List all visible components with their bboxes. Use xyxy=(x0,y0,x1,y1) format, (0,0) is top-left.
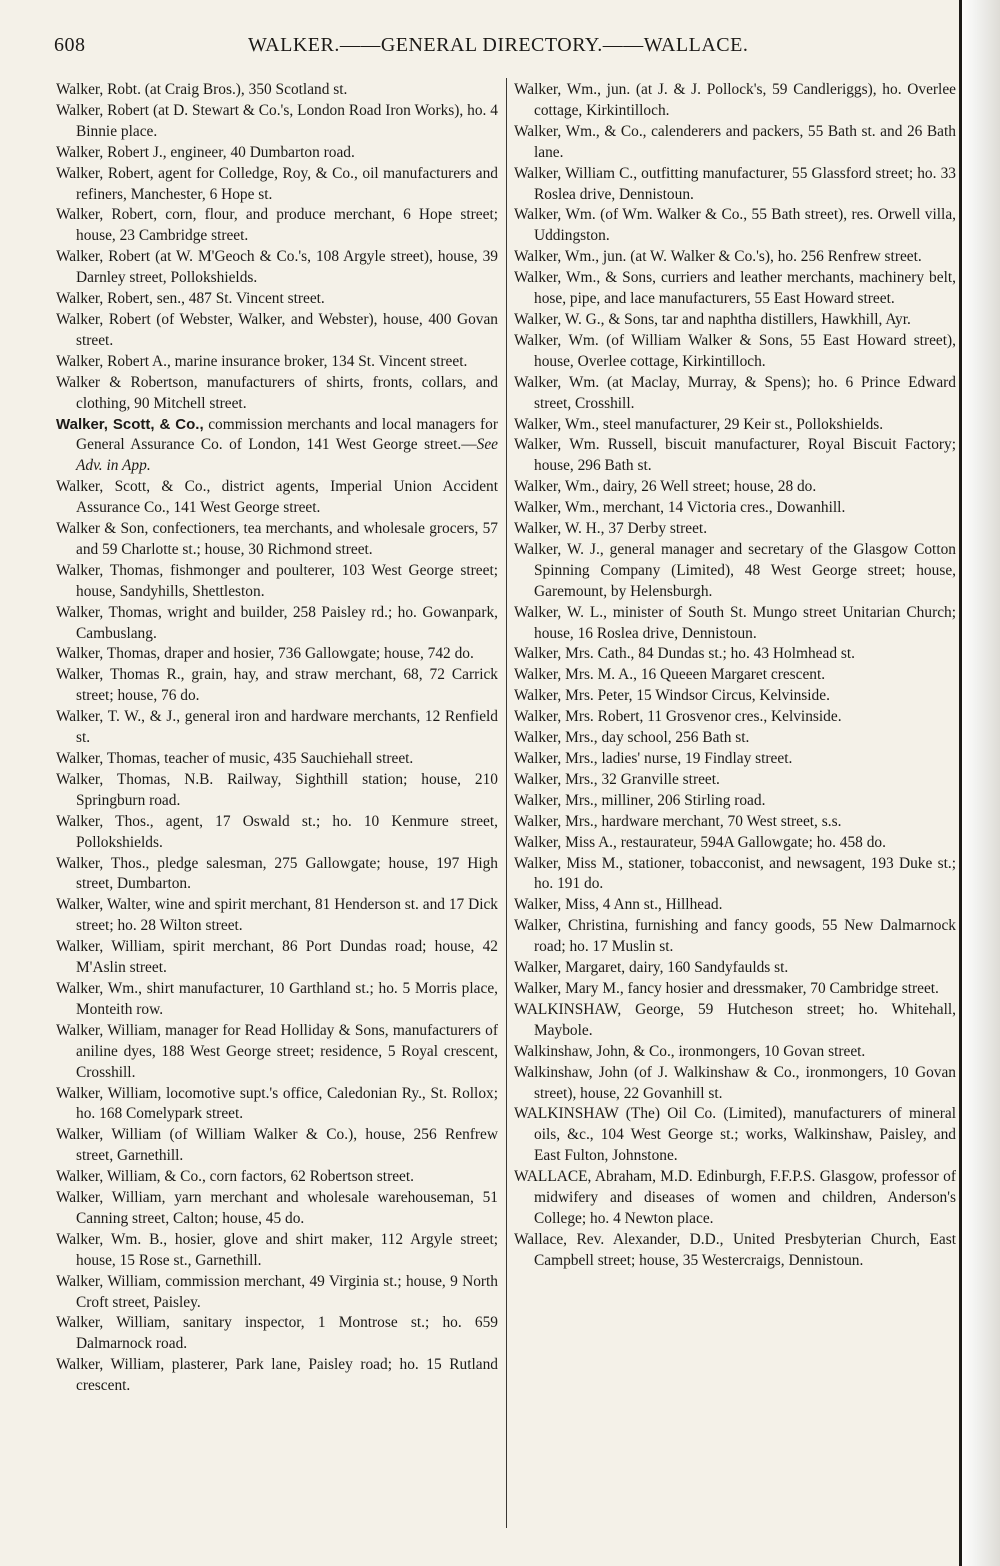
directory-entry: Walker, Robert J., engineer, 40 Dumbarton road. xyxy=(56,143,355,161)
directory-entry: Walker, Mrs., milliner, 206 Stirling road. xyxy=(514,791,766,809)
directory-entry: Walker, W. L., minister of South St. Mungo street Unitarian Church; house, 16 Roslea drive, Dennistoun. xyxy=(514,603,956,642)
directory-entry: Walker, Mrs. Cath., 84 Dundas st.; ho. 43 Holmhead st. xyxy=(514,645,855,663)
directory-entry: Walker, William, sanitary inspector, 1 Montrose st.; ho. 659 Dalmarnock road. xyxy=(56,1314,498,1353)
directory-entry: Walker, Robt. (at Craig Bros.), 350 Scotland st. xyxy=(56,81,348,98)
directory-entry: Walkinshaw, John, & Co., ironmongers, 10 Govan street. xyxy=(514,1042,866,1060)
page-header xyxy=(54,34,974,62)
directory-entry: Walker, Wm., jun. (at J. & J. Pollock's, 59 Candleriggs), ho. Overlee cottage, Kirkintilloch. xyxy=(514,81,956,119)
directory-entry: Walker, Miss A., restaurateur, 594A Gallowgate; ho. 458 do. xyxy=(514,833,886,851)
directory-entry: Walkinshaw, John (of J. Walkinshaw & Co., ironmongers, 10 Govan street), house, 22 Govanhill st. xyxy=(514,1063,956,1102)
directory-entry: Walker, William, yarn merchant and wholesale warehouseman, 51 Canning street, Calton; house, 45 do. xyxy=(56,1189,498,1227)
directory-entry: Walker, Mrs. Peter, 15 Windsor Circus, Kelvinside. xyxy=(514,687,830,705)
directory-entry: Walker, Mrs., hardware merchant, 70 West street, s.s. xyxy=(514,812,842,830)
directory-entry: Walker, Robert, corn, flour, and produce merchant, 6 Hope street; house, 23 Cambridge street. xyxy=(56,206,498,245)
directory-entry: Walker, Robert (of Webster, Walker, and Webster), house, 400 Govan street. xyxy=(56,310,498,349)
directory-entry: Walker, Miss, 4 Ann st., Hillhead. xyxy=(514,896,723,914)
directory-entry: Walker, William, & Co., corn factors, 62 Robertson street. xyxy=(56,1168,414,1186)
directory-entry: Walker, William, locomotive supt.'s office, Caledonian Ry., St. Rollox; ho. 168 Comelypark street. xyxy=(56,1084,498,1123)
directory-entry: Walker, Miss M., stationer, tobacconist, and newsagent, 193 Duke st.; ho. 191 do. xyxy=(514,854,956,893)
directory-entry: Walker, Wm., dairy, 26 Well street; house, 28 do. xyxy=(514,478,817,496)
directory-entry: Walker & Robertson, manufacturers of shirts, fronts, collars, and clothing, 90 Mitchell street. xyxy=(56,373,498,412)
directory-entry: Walker, Wm. B., hosier, glove and shirt maker, 112 Argyle street; house, 15 Rose st., Garnethill. xyxy=(56,1230,498,1269)
directory-entry: Walker, Robert (at D. Stewart & Co.'s, London Road Iron Works), ho. 4 Binnie place. xyxy=(56,101,498,140)
directory-entry: Walker, Mrs., day school, 256 Bath st. xyxy=(514,729,750,747)
directory-entry: Walker, Wm., shirt manufacturer, 10 Garthland st.; ho. 5 Morris place, Monteith row. xyxy=(56,979,498,1018)
page-number: 608 xyxy=(54,34,86,56)
directory-entry: Walker, Thomas, draper and hosier, 736 Gallowgate; house, 742 do. xyxy=(56,645,474,663)
directory-entry: Walker, Robert, sen., 487 St. Vincent street. xyxy=(56,290,325,308)
directory-entry: Walker & Son, confectioners, tea merchants, and wholesale grocers, 57 and 59 Charlotte st.; house, 30 Richmond street. xyxy=(56,520,498,558)
directory-entry: Walker, Wm., jun. (at W. Walker & Co.'s), ho. 256 Renfrew street. xyxy=(514,248,922,266)
directory-entry: Walker, Thomas, wright and builder, 258 Paisley rd.; ho. Gowanpark, Cambuslang. xyxy=(56,603,498,642)
directory-entry: Walker, Robert A., marine insurance broker, 134 St. Vincent street. xyxy=(56,352,468,370)
directory-entry: WALLACE, Abraham, M.D. Edinburgh, F.F.P.S. Glasgow, professor of midwifery and diseases of women and children, Anderson's College; ho. 4 Newton place. xyxy=(514,1168,956,1227)
directory-entry: Walker, William, plasterer, Park lane, Paisley road; ho. 15 Rutland crescent. xyxy=(56,1356,498,1395)
directory-entry: Walker, Wm., steel manufacturer, 29 Keir st., Pollokshields. xyxy=(514,415,884,433)
directory-entry: Walker, Mrs., ladies' nurse, 19 Findlay street. xyxy=(514,750,793,767)
directory-entry: Walker, Thomas R., grain, hay, and straw merchant, 68, 72 Carrick street; house, 76 do. xyxy=(56,666,498,705)
directory-entry: Walker, Scott, & Co., commission merchants and local managers for General Assurance Co. of London, 141 West George street.—See Adv. in App. xyxy=(56,415,498,475)
directory-entry: Walker, Mary M., fancy hosier and dressmaker, 70 Cambridge street. xyxy=(514,979,939,997)
column-divider xyxy=(506,78,507,1528)
directory-entry: Walker, William C., outfitting manufacturer, 55 Glassford street; ho. 33 Roslea drive, Dennistoun. xyxy=(514,164,956,203)
left-column xyxy=(56,80,498,1397)
directory-entry: Walker, Thos., agent, 17 Oswald st.; ho. 10 Kenmure street, Pollokshields. xyxy=(56,812,498,851)
directory-entry: Walker, Wm., merchant, 14 Victoria cres., Dowanhill. xyxy=(514,499,846,517)
directory-entry: Walker, William (of William Walker & Co.), house, 256 Renfrew street, Garnethill. xyxy=(56,1126,498,1165)
directory-entry: Walker, Thomas, N.B. Railway, Sighthill station; house, 210 Springburn road. xyxy=(56,770,498,809)
directory-entry: Walker, William, spirit merchant, 86 Port Dundas road; house, 42 M'Aslin street. xyxy=(56,938,498,977)
directory-entry: Walker, Scott, & Co., district agents, Imperial Union Accident Assurance Co., 141 West George street. xyxy=(56,478,498,517)
directory-entry: Walker, W. J., general manager and secretary of the Glasgow Cotton Spinning Company (Limited), 48 West George street; house, Garemount, by Helensburgh. xyxy=(514,540,956,600)
running-head: WALKER.——GENERAL DIRECTORY.——WALLACE. xyxy=(248,34,749,56)
directory-entry: Walker, Robert (at W. M'Geoch & Co.'s, 108 Argyle street), house, 39 Darnley street, Pollokshields. xyxy=(56,248,498,287)
directory-entry: Walker, Thomas, fishmonger and poulterer, 103 West George street; house, Sandyhills, Shettleston. xyxy=(56,561,498,600)
directory-entry: Wallace, Rev. Alexander, D.D., United Presbyterian Church, East Campbell street; house, 35 Westercraigs, Dennistoun. xyxy=(514,1230,956,1269)
directory-entry: Walker, W. G., & Sons, tar and naphtha distillers, Hawkhill, Ayr. xyxy=(514,310,911,328)
directory-entry: Walker, Wm. (at Maclay, Murray, & Spens); ho. 6 Prince Edward street, Crosshill. xyxy=(514,373,956,412)
adjacent-page-edge xyxy=(959,0,962,1566)
directory-entry: Walker, Margaret, dairy, 160 Sandyfaulds st. xyxy=(514,959,789,977)
directory-entry: WALKINSHAW, George, 59 Hutcheson street; ho. Whitehall, Maybole. xyxy=(514,1000,956,1039)
directory-entry: Walker, W. H., 37 Derby street. xyxy=(514,520,708,538)
directory-entry: Walker, William, commission merchant, 49 Virginia st.; house, 9 North Croft street, Paisley. xyxy=(56,1272,498,1311)
directory-entry: Walker, Christina, furnishing and fancy goods, 55 New Dalmarnock road; ho. 17 Muslin st. xyxy=(514,917,956,956)
directory-entry: Walker, Mrs., 32 Granville street. xyxy=(514,770,720,788)
binding-gutter xyxy=(960,0,1000,1566)
directory-entry: Walker, William, manager for Read Holliday & Sons, manufacturers of aniline dyes, 188 West George street; residence, 5 Royal crescent, Crosshill. xyxy=(56,1021,498,1081)
directory-entry: Walker, Wm., & Sons, curriers and leather merchants, machinery belt, hose, pipe, and lace manufacturers, 55 East Howard street. xyxy=(514,269,956,308)
directory-entry: Walker, T. W., & J., general iron and hardware merchants, 12 Renfield st. xyxy=(56,708,498,747)
right-column xyxy=(514,80,956,1272)
directory-entry: Walker, Wm. (of Wm. Walker & Co., 55 Bath street), res. Orwell villa, Uddingston. xyxy=(514,206,956,245)
directory-entry: Walker, Wm. Russell, biscuit manufacturer, Royal Biscuit Factory; house, 296 Bath st. xyxy=(514,436,956,475)
directory-entry: Walker, Mrs. M. A., 16 Queeen Margaret crescent. xyxy=(514,666,826,684)
directory-entry: Walker, Thos., pledge salesman, 275 Gallowgate; house, 197 High street, Dumbarton. xyxy=(56,854,498,893)
directory-entry: Walker, Thomas, teacher of music, 435 Sauchiehall street. xyxy=(56,750,414,767)
directory-entry: WALKINSHAW (The) Oil Co. (Limited), manufacturers of mineral oils, &c., 104 West George st.; works, Walkinshaw, Paisley, and East Fulton, Johnstone. xyxy=(514,1105,956,1165)
directory-entry: Walker, Wm., & Co., calenderers and packers, 55 Bath st. and 26 Bath lane. xyxy=(514,122,956,161)
directory-entry: Walker, Mrs. Robert, 11 Grosvenor cres., Kelvinside. xyxy=(514,708,842,726)
directory-entry: Walker, Walter, wine and spirit merchant, 81 Henderson st. and 17 Dick street; ho. 28 Wilton street. xyxy=(56,896,498,935)
directory-entry: Walker, Robert, agent for Colledge, Roy, & Co., oil manufacturers and refiners, Manchester, 6 Hope st. xyxy=(56,164,498,203)
directory-entry: Walker, Wm. (of William Walker & Sons, 55 East Howard street), house, Overlee cottage, Kirkintilloch. xyxy=(514,331,956,370)
